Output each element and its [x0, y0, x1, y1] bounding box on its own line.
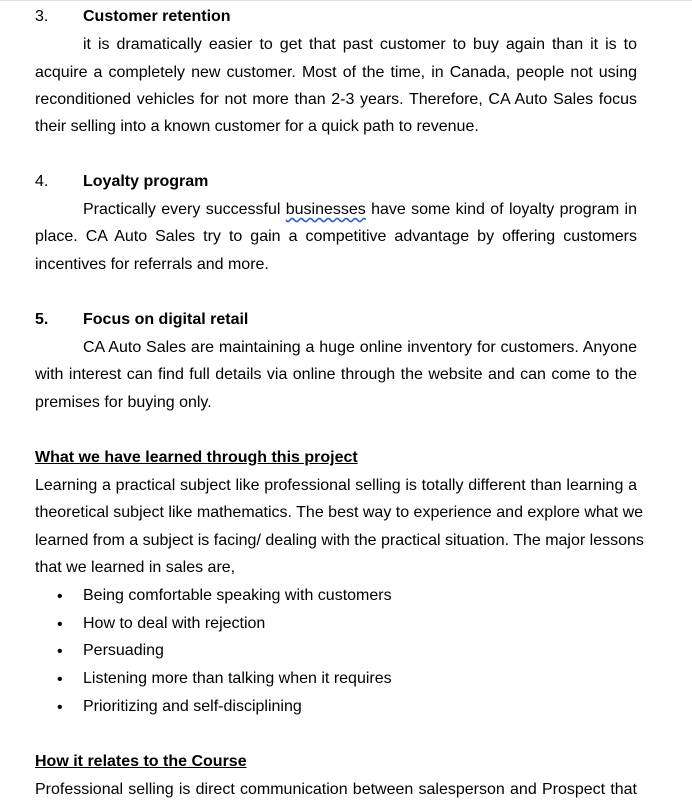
paragraph-line — [83, 200, 637, 220]
spellcheck-flagged-word[interactable]: businesses — [285, 201, 366, 218]
paragraph-line: Learning a practical subject like professional selling is totally different than learning a — [35, 477, 637, 494]
heading-what-we-learned: What we have learned through this project — [35, 449, 358, 466]
paragraph-line: theoretical subject like mathematics. The best way to experience and explore what we — [35, 504, 644, 521]
paragraph-line: reconditioned vehicles for not more than 2-3 years. Therefore, CA Auto Sales focus — [35, 91, 637, 108]
list-number-3: 3. — [35, 8, 49, 25]
text-run: have some kind of loyalty program in — [365, 201, 638, 218]
bullet-icon: • — [57, 588, 63, 605]
paragraph-line: learned from a subject is facing/ dealing with the practical situation. The major lessons — [35, 532, 644, 549]
list-number-4: 4. — [35, 173, 49, 190]
section-title-loyalty-program: Loyalty program — [83, 173, 209, 190]
heading-how-relates-course: How it relates to the Course — [35, 753, 247, 770]
list-item: How to deal with rejection — [83, 615, 266, 632]
section-title-customer-retention: Customer retention — [83, 8, 231, 25]
paragraph-line: CA Auto Sales are maintaining a huge online inventory for customers. Anyone — [83, 339, 637, 356]
paragraph-line: it is dramatically easier to get that past customer to buy again than it is to — [83, 36, 637, 53]
paragraph-line: Professional selling is direct communication between salesperson and Prospect that — [35, 781, 637, 798]
paragraph-line: that we learned in sales are, — [35, 559, 236, 576]
list-item: Persuading — [83, 642, 164, 659]
list-item: Being comfortable speaking with customers — [83, 587, 392, 604]
paragraph-line: their selling into a known customer for a quick path to revenue. — [35, 118, 479, 135]
paragraph-line: with interest can find full details via online through the website and can come to the — [35, 366, 637, 383]
bullet-icon: • — [57, 643, 63, 660]
paragraph-line: incentives for referrals and more. — [35, 256, 269, 273]
bullet-icon: • — [57, 616, 63, 633]
bullet-icon: • — [57, 671, 63, 688]
list-item: Listening more than talking when it requires — [83, 670, 392, 687]
section-title-focus-digital-retail: Focus on digital retail — [83, 311, 249, 328]
bullet-icon: • — [57, 699, 63, 716]
text-run: Practically every successful — [83, 201, 286, 218]
list-item: Prioritizing and self-disciplining — [83, 698, 302, 715]
paragraph-line: place. CA Auto Sales try to gain a competitive advantage by offering customers — [35, 228, 637, 245]
paragraph-line: acquire a completely new customer. Most of the time, in Canada, people not using — [35, 64, 637, 81]
paragraph-line: premises for buying only. — [35, 394, 212, 411]
list-number-5: 5. — [35, 311, 49, 328]
